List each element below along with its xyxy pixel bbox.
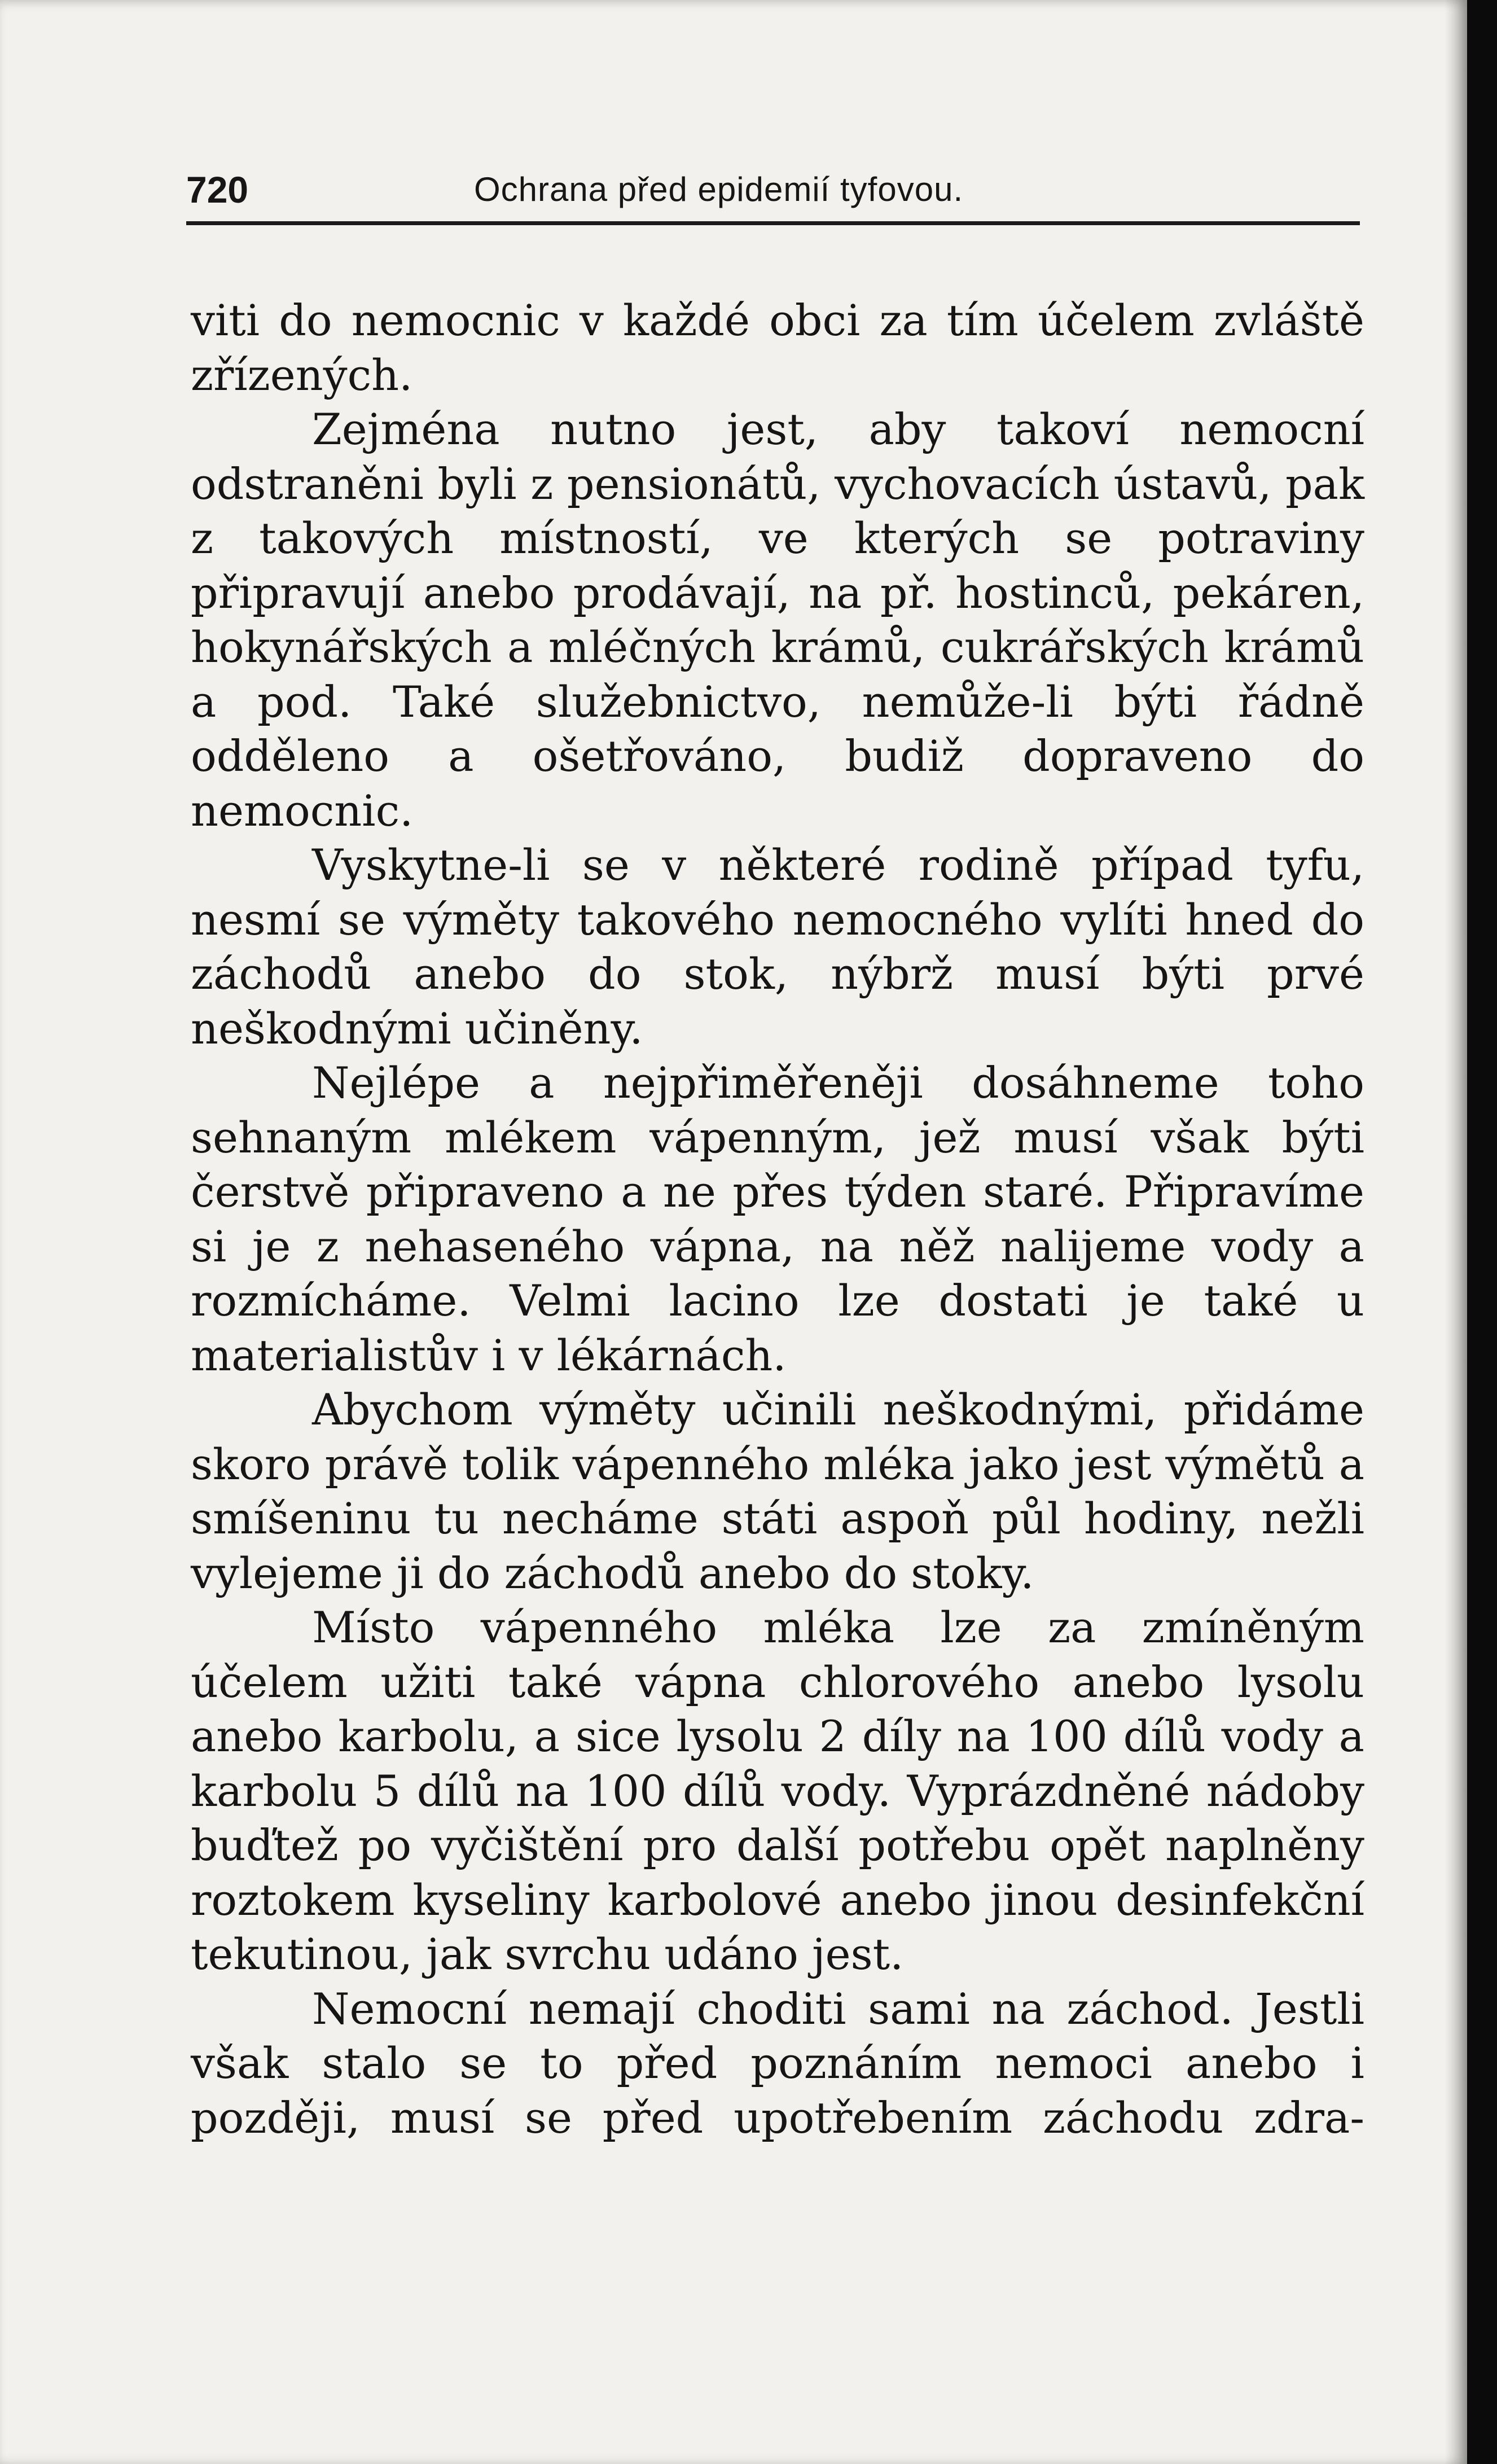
paragraph-continuation: viti do nemocnic v každé obci za tím účelem zvláště zřízených.: [191, 295, 1364, 400]
paragraph-disinfect-excreta: Abychom výměty učinili neškodnými, přidáme skoro právě tolik vápenného mléka jako jest výmětů a smíšeninu tu necháme státi aspoň půl hodiny, nežli vylejeme ji do záchodů anebo do stoky.: [191, 1384, 1364, 1598]
paragraph-toilet-use: Nemocní nemají choditi sami na záchod. Jestli však stalo se to před poznáním nemoci anebo i později, musí se před upotřebením záchodu zdra-: [191, 1983, 1364, 2143]
paragraph-lime-milk: Nejlépe a nejpřiměřeněji dosáhneme toho sehnaným mlékem vápenným, jež musí však býti čerstvě připraveno a ne přes týden staré. Připravíme si je z nehaseného vápna, na něž nalijeme vody a rozmícháme. Velmi lacino lze dostati je také u materialistův i v lékárnách.: [191, 1058, 1364, 1380]
header-rule: [186, 221, 1360, 225]
paragraph-typhus-case: Vyskytne-li se v některé rodině případ tyfu, nesmí se výměty takového nemocného vylíti hned do záchodů anebo do stok, nýbrž musí býti prvé neškodnými učiněny.: [191, 840, 1364, 1054]
page-edge-shadow: [1445, 0, 1467, 2464]
page-header: [186, 167, 1366, 218]
body-text: [191, 293, 1364, 2145]
running-title: Ochrana před epidemií tyfovou.: [474, 170, 964, 208]
paragraph-lysol-carbol: Místo vápenného mléka lze za zmíněným účelem užiti také vápna chlorového anebo lysolu anebo karbolu, a sice lysolu 2 díly na 100 dílů vody a karbolu 5 dílů na 100 dílů vody. Vyprázdněné nádoby buďtež po vyčištění pro další potřebu opět naplněny roztokem kyseliny karbolové anebo jinou desinfekční tekutinou, jak svrchu udáno jest.: [191, 1602, 1364, 1979]
page-number: 720: [186, 169, 249, 211]
paragraph-patients-removal: Zejména nutno jest, aby takoví nemocní odstraněni byli z pensionátů, vychovacích ústavů, pak z takových místností, ve kterých se potraviny připravují anebo prodávají, na př. hostinců, pekáren, hokynářských a mléčných krámů, cukrářských krámů a pod. Také služebnictvo, nemůže-li býti řádně odděleno a ošetřováno, budiž dopraveno do nemocnic.: [191, 404, 1364, 836]
